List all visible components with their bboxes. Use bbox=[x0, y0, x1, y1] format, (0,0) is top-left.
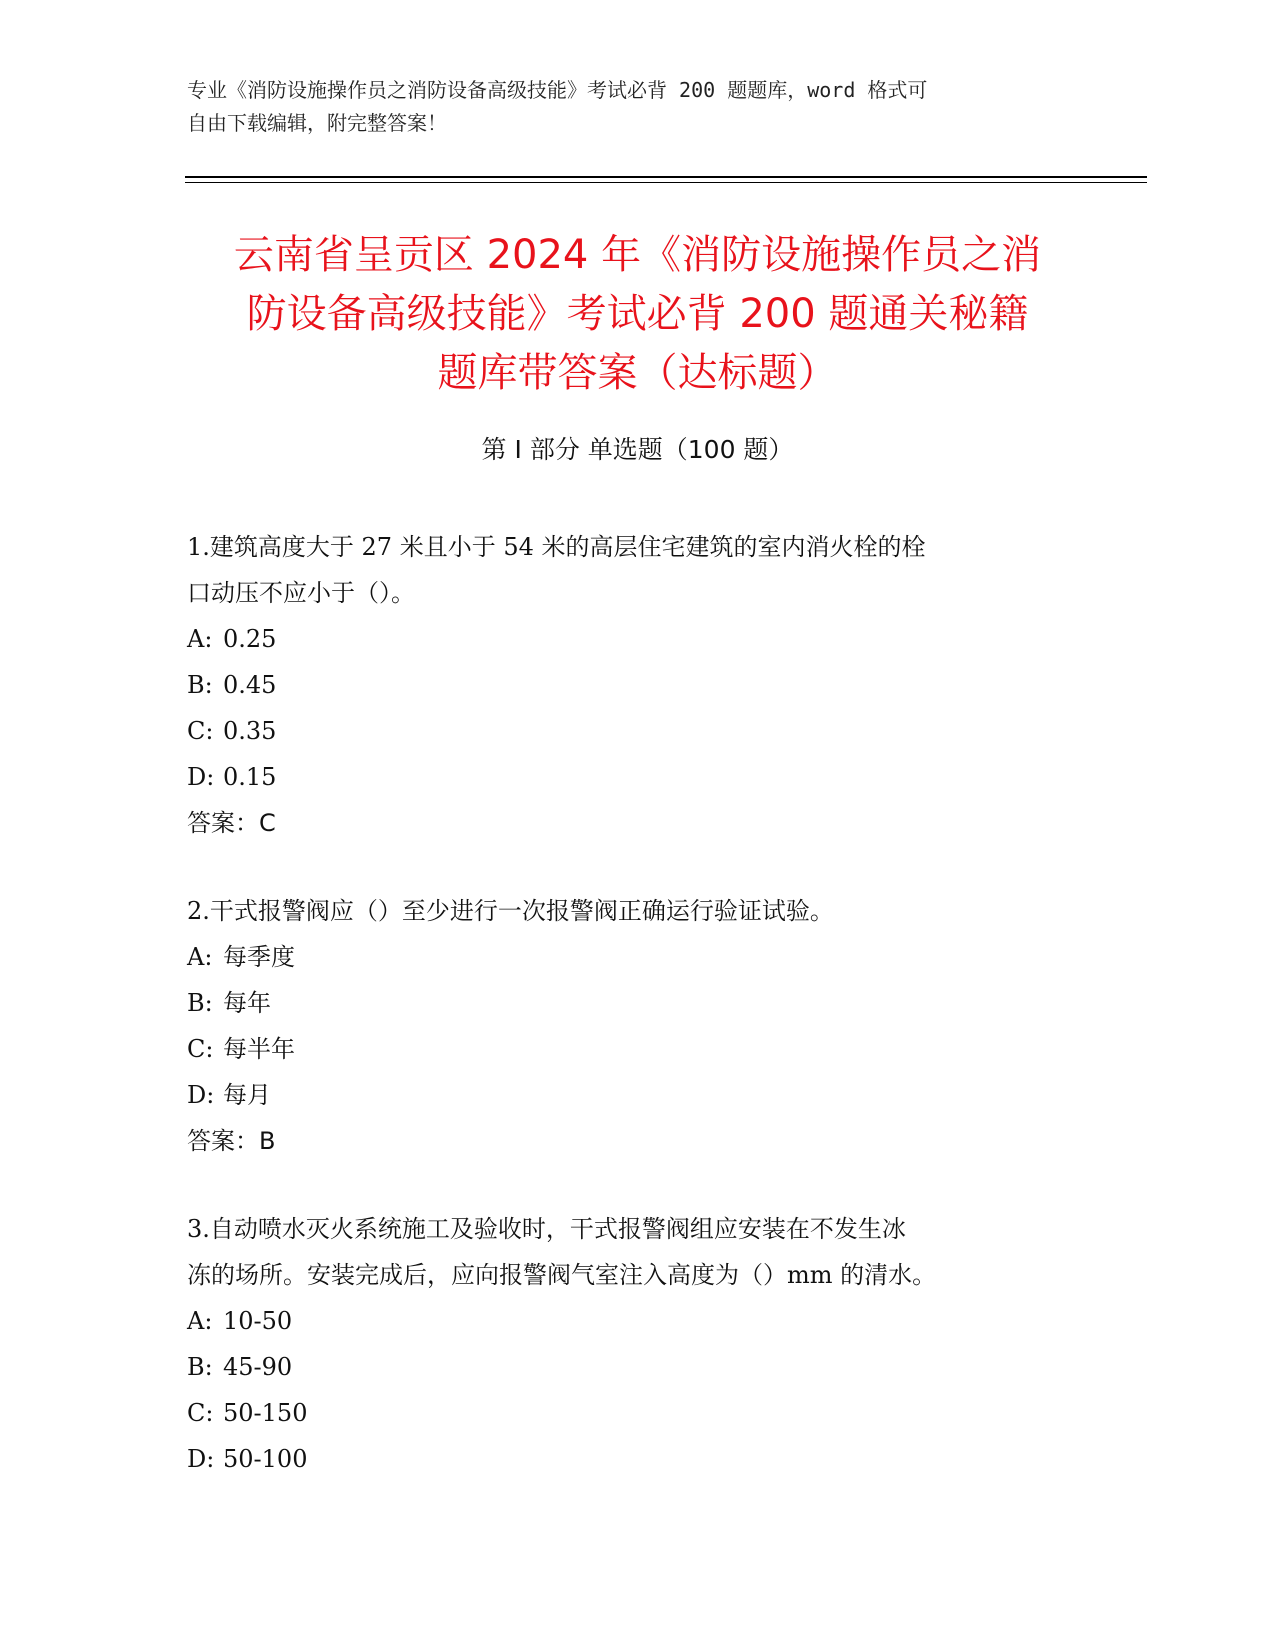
option-text: 0.35 bbox=[223, 717, 277, 745]
option-key: C: bbox=[187, 1035, 214, 1063]
option-key: A: bbox=[187, 625, 213, 653]
option-c bbox=[187, 1390, 1087, 1436]
option-key: D: bbox=[187, 1081, 215, 1109]
section-heading: 第 I 部分 单选题（100 题） bbox=[481, 435, 794, 464]
header-note bbox=[187, 74, 1087, 140]
option-d bbox=[187, 1072, 1087, 1118]
option-c bbox=[187, 708, 1087, 754]
header-rule-thick bbox=[185, 176, 1147, 178]
option-key: C: bbox=[187, 717, 214, 745]
option-a bbox=[187, 616, 1087, 662]
option-text: 45-90 bbox=[223, 1353, 293, 1381]
answer: 答案：C bbox=[187, 809, 276, 837]
option-key: A: bbox=[187, 1307, 213, 1335]
option-c bbox=[187, 1026, 1087, 1072]
title-line-3: 题库带答案（达标题） bbox=[437, 350, 838, 396]
question-list bbox=[187, 524, 1087, 1524]
document-title bbox=[150, 226, 1125, 403]
question-stem-line-1: 3.自动喷水灭火系统施工及验收时，干式报警阀组应安装在不发生冰 bbox=[187, 1215, 906, 1243]
question-2 bbox=[187, 888, 1087, 1164]
header-note-line-1: 专业《消防设施操作员之消防设备高级技能》考试必背 200 题题库，word 格式可 bbox=[187, 78, 928, 102]
option-key: B: bbox=[187, 1353, 213, 1381]
title-line-1: 云南省呈贡区 2024 年《消防设施操作员之消 bbox=[233, 232, 1042, 278]
option-key: B: bbox=[187, 989, 213, 1017]
option-text: 0.25 bbox=[223, 625, 277, 653]
option-key: C: bbox=[187, 1399, 214, 1427]
question-stem-line-1: 2.干式报警阀应（）至少进行一次报警阀正确运行验证试验。 bbox=[187, 897, 834, 925]
question-stem-line-2: 冻的场所。安装完成后，应向报警阀气室注入高度为（）mm 的清水。 bbox=[187, 1261, 937, 1289]
option-d bbox=[187, 754, 1087, 800]
title-line-2: 防设备高级技能》考试必背 200 题通关秘籍 bbox=[246, 291, 1029, 337]
option-key: D: bbox=[187, 1445, 215, 1473]
option-text: 0.15 bbox=[223, 763, 277, 791]
question-stem-line-1: 1.建筑高度大于 27 米且小于 54 米的高层住宅建筑的室内消火栓的栓 bbox=[187, 533, 926, 561]
option-key: B: bbox=[187, 671, 213, 699]
header-rule-thin bbox=[185, 182, 1147, 183]
option-text: 每年 bbox=[223, 989, 271, 1017]
question-stem-line-2: 口动压不应小于（）。 bbox=[187, 579, 415, 607]
option-text: 每半年 bbox=[223, 1035, 295, 1063]
question-stem bbox=[187, 1206, 1087, 1298]
option-b bbox=[187, 662, 1087, 708]
option-b bbox=[187, 980, 1087, 1026]
question-1 bbox=[187, 524, 1087, 846]
option-d bbox=[187, 1436, 1087, 1482]
option-a bbox=[187, 1298, 1087, 1344]
answer: 答案：B bbox=[187, 1127, 276, 1155]
question-stem bbox=[187, 524, 1087, 616]
option-b bbox=[187, 1344, 1087, 1390]
option-key: A: bbox=[187, 943, 213, 971]
option-text: 每月 bbox=[223, 1081, 271, 1109]
option-key: D: bbox=[187, 763, 215, 791]
option-a bbox=[187, 934, 1087, 980]
header-note-line-2: 自由下载编辑，附完整答案！ bbox=[187, 111, 447, 135]
option-text: 每季度 bbox=[223, 943, 295, 971]
option-text: 50-150 bbox=[223, 1399, 308, 1427]
question-stem bbox=[187, 888, 1087, 934]
option-text: 50-100 bbox=[223, 1445, 308, 1473]
question-3 bbox=[187, 1206, 1087, 1482]
option-text: 10-50 bbox=[223, 1307, 293, 1335]
option-text: 0.45 bbox=[223, 671, 277, 699]
